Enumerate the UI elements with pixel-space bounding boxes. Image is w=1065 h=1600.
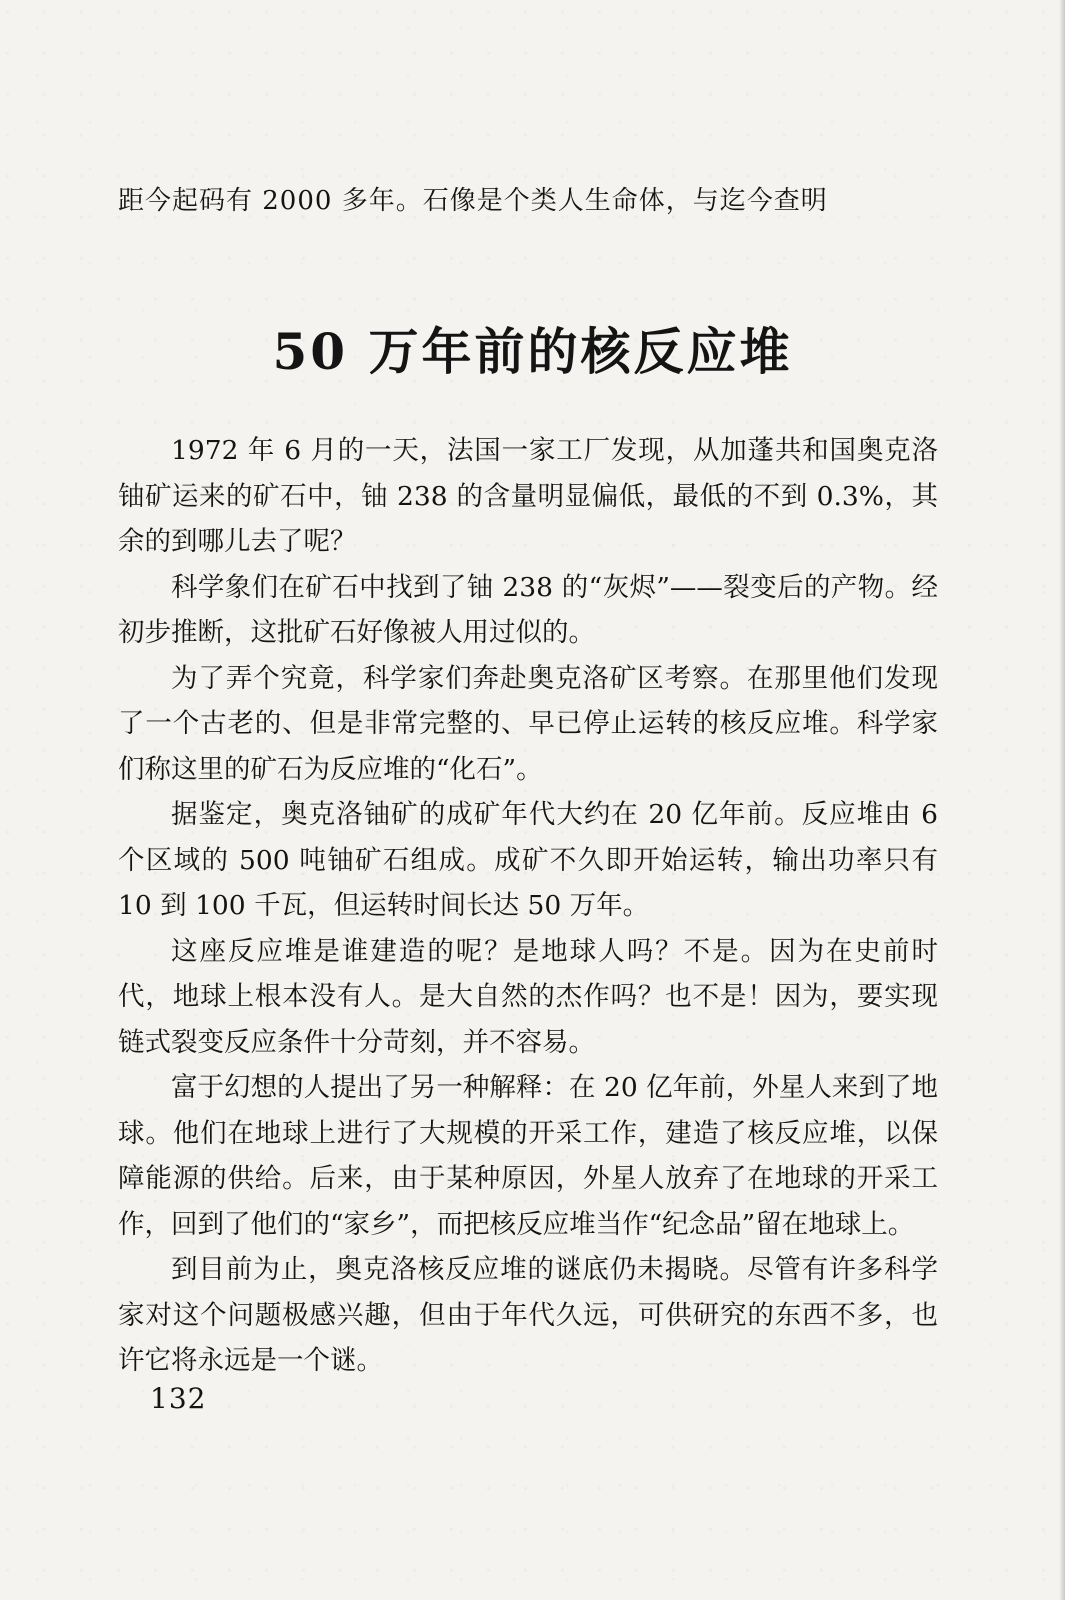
page-edge-shadow <box>1059 0 1065 1600</box>
paragraph: 为了弄个究竟，科学家们奔赴奥克洛矿区考察。在那里他们发现了一个古老的、但是非常完整的、早已停止运转的核反应堆。科学家们称这里的矿石为反应堆的“化石”。 <box>118 662 938 785</box>
paragraph: 1972 年 6 月的一天，法国一家工厂发现，从加蓬共和国奥克洛铀矿运来的矿石中，铀 238 的含量明显偏低，最低的不到 0.3%，其余的到哪儿去了呢？ <box>118 435 938 557</box>
paragraph: 科学象们在矿石中找到了铀 238 的“灰烬”——裂变后的产物。经初步推断，这批矿石好像被人用过似的。 <box>118 571 938 648</box>
article-body <box>118 428 938 1384</box>
paragraph: 据鉴定，奥克洛铀矿的成矿年代大约在 20 亿年前。反应堆由 6 个区域的 500 吨铀矿石组成。成矿不久即开始运转，输出功率只有 10 到 100 千瓦，但运转时间长达 50 万年。 <box>118 799 938 921</box>
article-title: 50 万年前的核反应堆 <box>272 322 793 381</box>
carry-over-line: 距今起码有 2000 多年。石像是个类人生命体，与迄今查明 <box>118 186 828 216</box>
page-number: 132 <box>150 1382 207 1415</box>
paragraph: 到目前为止，奥克洛核反应堆的谜底仍未揭晓。尽管有许多科学家对这个问题极感兴趣，但由于年代久远，可供研究的东西不多，也许它将永远是一个谜。 <box>118 1254 938 1376</box>
paragraph: 这座反应堆是谁建造的呢？是地球人吗？不是。因为在史前时代，地球上根本没有人。是大自然的杰作吗？也不是！因为，要实现链式裂变反应条件十分苛刻，并不容易。 <box>118 935 938 1058</box>
paragraph: 富于幻想的人提出了另一种解释：在 20 亿年前，外星人来到了地球。他们在地球上进行了大规模的开采工作，建造了核反应堆，以保障能源的供给。后来，由于某种原因，外星人放弃了在地球的开采工作，回到了他们的“家乡”，而把核反应堆当作“纪念品”留在地球上。 <box>118 1072 938 1240</box>
